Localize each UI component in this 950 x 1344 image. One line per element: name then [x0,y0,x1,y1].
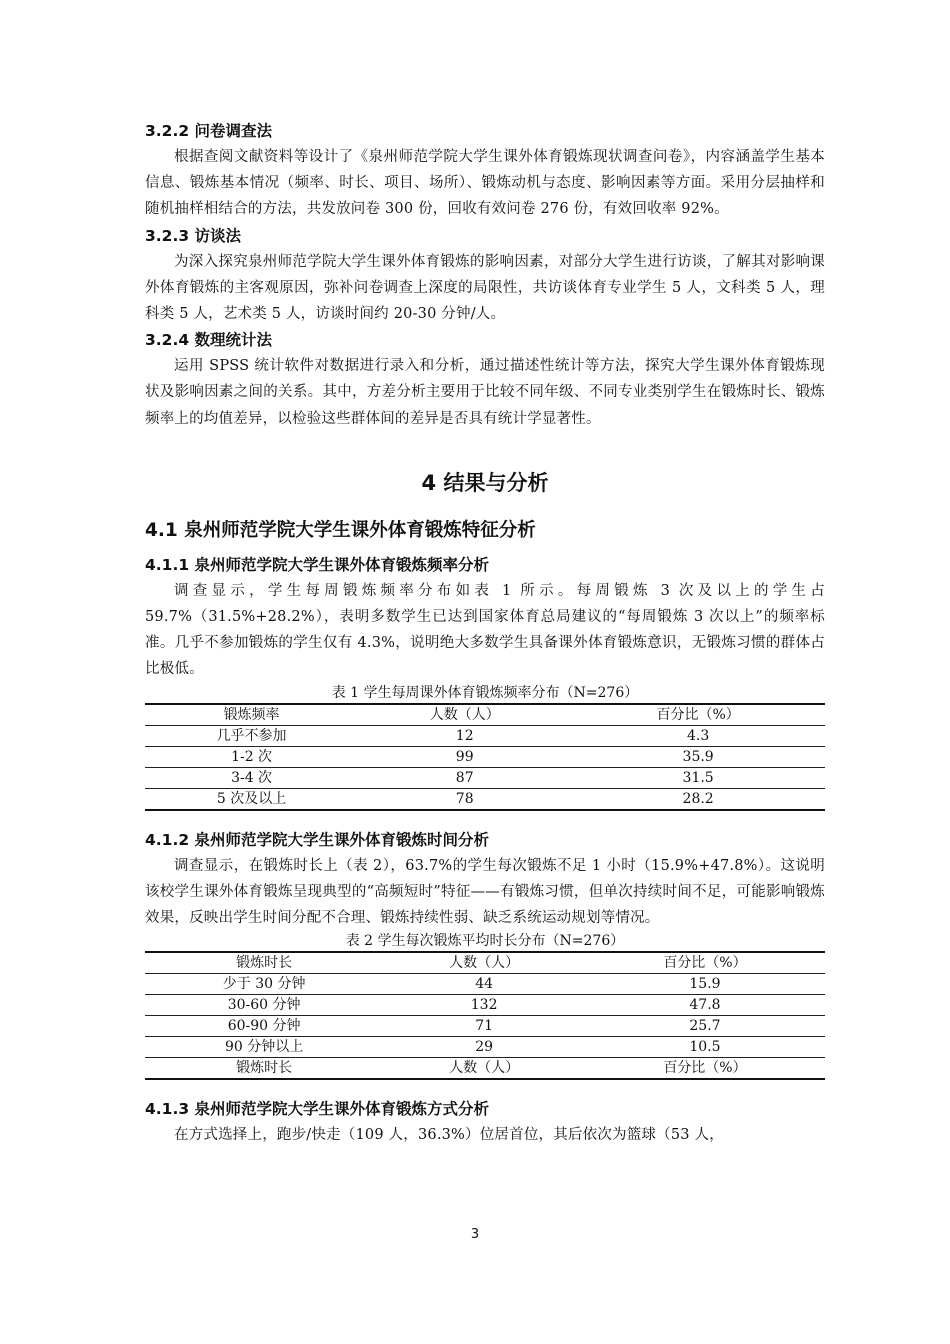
table-cell: 10.5 [585,1037,825,1058]
table-2 [145,951,825,1080]
table-cell: 99 [358,746,571,767]
page-number: 3 [470,1227,480,1242]
paragraph-4-1-1: 调查显示，学生每周锻炼频率分布如表 1 所示。每周锻炼 3 次及以上的学生占 59.7%（31.5%+28.2%），表明多数学生已达到国家体育总局建议的“每周锻炼 3 次以上”的频率标准。几乎不参加锻炼的学生仅有 4.3%，说明绝大多数学生具备课外体育锻炼意识，无锻炼习惯的群体占比极低。 [145,582,825,678]
table-cell: 90 分钟以上 [145,1037,383,1058]
table-row [145,995,825,1016]
table-cell: 人数（人） [383,1058,585,1080]
table-cell: 几乎不参加 [145,725,358,746]
table-2-caption: 表 2 学生每次锻炼平均时长分布（N=276） [345,933,625,950]
header-cell: 人数（人） [383,952,585,974]
paragraph-4-1-2: 调查显示，在锻炼时长上（表 2），63.7%的学生每次锻炼不足 1 小时（15.9%+47.8%）。这说明该校学生课外体育锻炼呈现典型的“高频短时”特征——有锻炼习惯，但单次持续时间不足，可能影响锻炼效果，反映出学生时间分配不合理、锻炼持续性弱、缺乏系统运动规划等情况。 [145,857,825,927]
table-row [145,1037,825,1058]
header-cell: 锻炼频率 [145,704,358,726]
table-cell: 31.5 [571,767,825,788]
section-heading-3-2-4: 3.2.4 数理统计法 [145,331,273,350]
table-cell: 132 [383,995,585,1016]
table-1 [145,703,825,811]
page-content [145,118,825,1148]
chapter-title: 4 结果与分析 [421,470,549,495]
table-cell: 25.7 [585,1016,825,1037]
section-heading-4-1-2: 4.1.2 泉州师范学院大学生课外体育锻炼时间分析 [145,830,490,849]
table-cell: 百分比（%） [585,1058,825,1080]
table-cell: 5 次及以上 [145,788,358,810]
header-cell: 锻炼时长 [145,952,383,974]
table-cell: 78 [358,788,571,810]
table-row [145,725,825,746]
table-row [145,767,825,788]
table-row [145,974,825,995]
header-cell: 人数（人） [358,704,571,726]
table-header-row [145,704,825,726]
table-1-caption: 表 1 学生每周课外体育锻炼频率分布（N=276） [331,684,639,701]
paragraph-3-2-4: 运用 SPSS 统计软件对数据进行录入和分析，通过描述性统计等方法，探究大学生课外体育锻炼现状及影响因素之间的关系。其中，方差分析主要用于比较不同年级、不同专业类别学生在锻炼时长、锻炼频率上的均值差异，以检验这些群体间的差异是否具有统计学显著性。 [145,358,825,427]
section-heading-4-1: 4.1 泉州师范学院大学生课外体育锻炼特征分析 [145,519,536,541]
section-heading-3-2-3: 3.2.3 访谈法 [145,226,242,245]
table-cell: 29 [383,1037,585,1058]
table-cell: 锻炼时长 [145,1058,383,1080]
table-cell: 1-2 次 [145,746,358,767]
paragraph-4-1-3: 在方式选择上，跑步/快走（109 人，36.3%）位居首位，其后依次为篮球（53 人， [174,1127,724,1144]
table-cell: 30-60 分钟 [145,995,383,1016]
table-cell: 28.2 [571,788,825,810]
table-row [145,746,825,767]
table-cell: 12 [358,725,571,746]
section-heading-4-1-1: 4.1.1 泉州师范学院大学生课外体育锻炼频率分析 [145,555,490,574]
table-cell: 3-4 次 [145,767,358,788]
table-cell: 71 [383,1016,585,1037]
table-cell: 44 [383,974,585,995]
table-cell: 47.8 [585,995,825,1016]
table-cell: 少于 30 分钟 [145,974,383,995]
table-cell: 35.9 [571,746,825,767]
section-heading-3-2-2: 3.2.2 问卷调查法 [145,122,273,140]
header-cell: 百分比（%） [585,952,825,974]
paragraph-3-2-2: 根据查阅文献资料等设计了《泉州师范学院大学生课外体育锻炼现状调查问卷》，内容涵盖学生基本信息、锻炼基本情况（频率、时长、项目、场所）、锻炼动机与态度、影响因素等方面。采用分层抽样和随机抽样相结合的方法，共发放问卷 300 份，回收有效问卷 276 份，有效回收率 92%。 [145,149,825,218]
section-heading-4-1-3: 4.1.3 泉州师范学院大学生课外体育锻炼方式分析 [145,1100,490,1119]
table-row [145,788,825,810]
table-cell: 60-90 分钟 [145,1016,383,1037]
header-cell: 百分比（%） [571,704,825,726]
table-cell: 87 [358,767,571,788]
table-header-row [145,952,825,974]
table-cell: 15.9 [585,974,825,995]
table-row [145,1016,825,1037]
table-row [145,1058,825,1080]
paragraph-3-2-3: 为深入探究泉州师范学院大学生课外体育锻炼的影响因素，对部分大学生进行访谈，了解其对影响课外体育锻炼的主客观原因，弥补问卷调查上深度的局限性，共访谈体育专业学生 5 人，文科类 5 人，理科类 5 人，艺术类 5 人，访谈时间约 20-30 分钟/人。 [145,253,825,323]
table-cell: 4.3 [571,725,825,746]
